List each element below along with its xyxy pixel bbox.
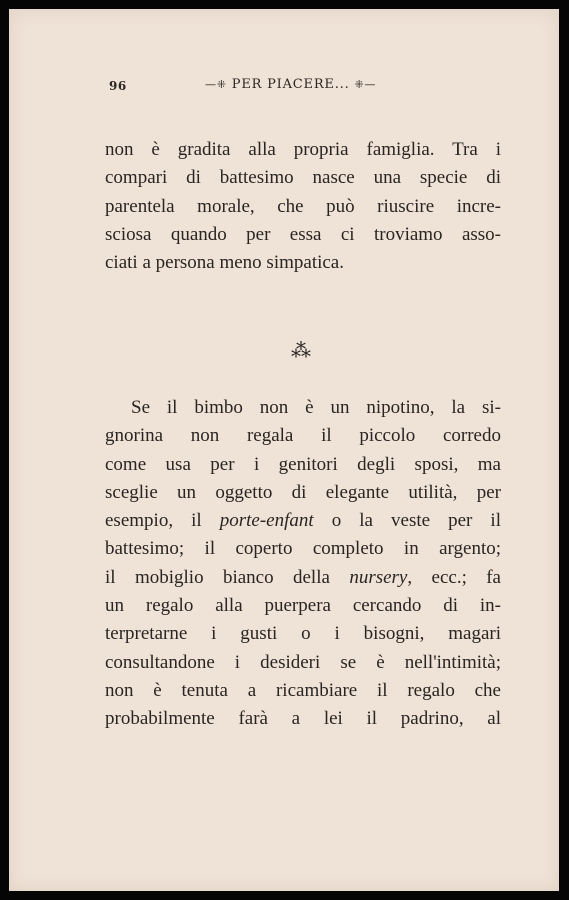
book-page <box>9 9 559 891</box>
text-line: sciosa quando per essa ci troviamo asso- <box>105 223 501 245</box>
text-line: sceglie un oggetto di elegante utilità, per <box>105 481 501 503</box>
paragraph-1 <box>105 136 501 277</box>
text-line: terpretarne i gusti o i bisogni, magari <box>105 623 501 645</box>
italic-term: porte-enfant <box>219 510 314 532</box>
paragraph-2 <box>105 394 501 734</box>
text-line: un regalo alla puerpera cercando di in- <box>105 595 501 617</box>
ornament-left-icon: —⁜ <box>205 78 227 91</box>
text-line: non è gradita alla propria famiglia. Tra i <box>105 139 501 160</box>
running-head <box>205 77 376 92</box>
text-line: esempio, il porte-enfant o la veste per il <box>105 510 501 532</box>
text-line: come usa per i genitori degli sposi, ma <box>105 453 501 475</box>
italic-term: nursery <box>349 566 408 588</box>
text-line: probabilmente farà a lei il padrino, al <box>105 708 501 730</box>
text-line: ciati a persona meno simpatica. <box>105 252 344 274</box>
text-line: non è tenuta a ricambiare il regalo che <box>105 679 501 701</box>
text-line: il mobiglio bianco della nursery, ecc.; fa <box>105 566 501 588</box>
text-line: battesimo; il coperto completo in argento; <box>105 538 501 560</box>
text-line: consultandone i desideri se è nell'intimità; <box>105 651 501 673</box>
page-number: 96 <box>109 79 127 93</box>
text-line: gnorina non regala il piccolo corredo <box>105 425 501 447</box>
ornament-right-icon: ⁜— <box>354 78 377 91</box>
asterism-separator-icon: ⁂ <box>291 338 311 362</box>
running-head-title: PER PIACERE... <box>231 77 350 92</box>
text-line: parentela morale, che può riuscire incre- <box>105 195 501 217</box>
text-line: compari di battesimo nasce una specie di <box>105 167 501 189</box>
page-header <box>9 75 559 99</box>
text-line: Se il bimbo non è un nipotino, la si- <box>131 397 501 418</box>
